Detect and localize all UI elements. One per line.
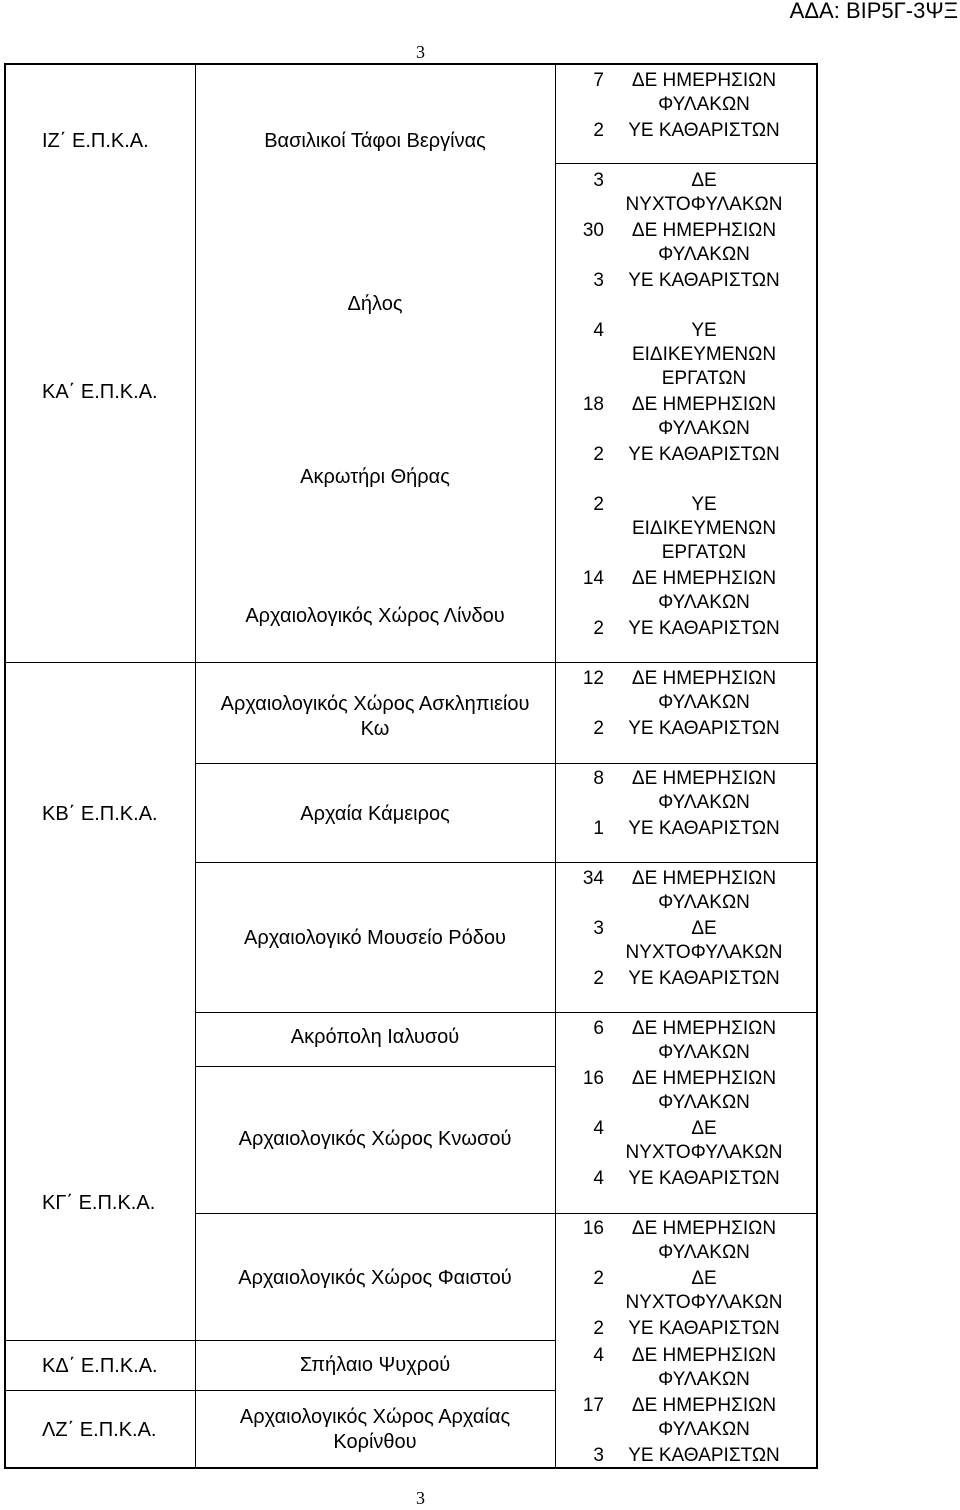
staff-count: 3: [593, 170, 604, 191]
staff-role-line: ΔΕ ΗΜΕΡΗΣΙΩΝ: [631, 1345, 777, 1366]
staff-count: 12: [582, 668, 604, 689]
staff-role-line: ΦΥΛΑΚΩΝ: [658, 792, 750, 813]
staff-role-line: ΝΥΧΤΟΦΥΛΑΚΩΝ: [625, 942, 783, 963]
staff-role-line: ΔΕ ΗΜΕΡΗΣΙΩΝ: [631, 568, 777, 589]
staff-count: 16: [582, 1068, 604, 1089]
staff-count: 4: [593, 1345, 604, 1366]
region-label: ΚΓ΄ Ε.Π.Κ.Α.: [42, 1192, 156, 1214]
row-separator: [555, 862, 818, 863]
page-number-bottom: 3: [416, 1488, 425, 1508]
site-label: Αρχαιολογικός Χώρος Αρχαίας: [239, 1406, 511, 1428]
staff-role-line: ΥΕ ΚΑΘΑΡΙΣΤΩΝ: [628, 444, 780, 465]
staff-role-line: ΦΥΛΑΚΩΝ: [658, 592, 750, 613]
staff-count: 2: [593, 618, 604, 639]
staff-role-line: ΔΕ ΗΜΕΡΗΣΙΩΝ: [631, 668, 777, 689]
staff-role-line: ΔΕ ΗΜΕΡΗΣΙΩΝ: [631, 1395, 777, 1416]
staff-count: 34: [582, 868, 604, 889]
site-label: Αρχαιολογικός Χώρος Ασκληπιείου: [220, 693, 530, 715]
row-separator: [195, 662, 555, 663]
column-separator: [195, 63, 196, 1469]
staff-count: 4: [593, 1168, 604, 1189]
site-label: Αρχαιολογικό Μουσείο Ρόδου: [244, 927, 506, 949]
staff-count: 3: [593, 918, 604, 939]
staff-role-line: ΔΕ ΗΜΕΡΗΣΙΩΝ: [631, 1068, 777, 1089]
row-separator: [195, 763, 555, 764]
staff-role-line: ΦΥΛΑΚΩΝ: [658, 94, 750, 115]
column-separator: [555, 63, 556, 1469]
staff-role-line: ΔΕ: [691, 918, 717, 939]
row-separator: [555, 662, 818, 663]
staff-role-line: ΦΥΛΑΚΩΝ: [658, 1042, 750, 1063]
row-separator: [555, 1213, 818, 1214]
staff-role-line: ΔΕ: [691, 170, 717, 191]
staff-count: 17: [582, 1395, 604, 1416]
row-separator: [195, 1213, 555, 1214]
staff-count: 2: [593, 1268, 604, 1289]
staff-role-line: ΔΕ: [691, 1268, 717, 1289]
staff-role-line: ΥΕ ΚΑΘΑΡΙΣΤΩΝ: [628, 270, 780, 291]
site-label: Αρχαιολογικός Χώρος Κνωσού: [238, 1128, 512, 1150]
staff-count: 3: [593, 270, 604, 291]
row-separator: [555, 1012, 818, 1013]
staff-role-line: ΥΕ: [691, 494, 717, 515]
row-separator: [555, 163, 818, 164]
row-separator: [4, 1390, 195, 1391]
staff-role-line: ΦΥΛΑΚΩΝ: [658, 418, 750, 439]
staff-role-line: ΔΕ ΗΜΕΡΗΣΙΩΝ: [631, 394, 777, 415]
row-separator: [195, 862, 555, 863]
staff-count: 2: [593, 120, 604, 141]
site-label: Κω: [360, 718, 390, 740]
staff-role-line: ΝΥΧΤΟΦΥΛΑΚΩΝ: [625, 1142, 783, 1163]
row-separator: [195, 1390, 555, 1391]
row-separator: [4, 662, 195, 663]
staff-count: 2: [593, 444, 604, 465]
staff-role-line: ΦΥΛΑΚΩΝ: [658, 1369, 750, 1390]
page-number-top: 3: [416, 42, 425, 62]
region-label: ΚΑ΄ Ε.Π.Κ.Α.: [42, 381, 158, 403]
site-label: Ακρόπολη Ιαλυσού: [290, 1026, 460, 1048]
region-label: ΙΖ΄ Ε.Π.Κ.Α.: [42, 130, 149, 152]
staff-role-line: ΔΕ ΗΜΕΡΗΣΙΩΝ: [631, 868, 777, 889]
staff-role-line: ΦΥΛΑΚΩΝ: [658, 892, 750, 913]
site-label: Ακρωτήρι Θήρας: [300, 466, 450, 488]
staff-role-line: ΔΕ: [691, 1118, 717, 1139]
staff-count: 8: [593, 768, 604, 789]
staff-count: 4: [593, 320, 604, 341]
staff-role-line: ΥΕ ΚΑΘΑΡΙΣΤΩΝ: [628, 120, 780, 141]
staff-role-line: ΕΙΔΙΚΕΥΜΕΝΩΝ: [631, 344, 777, 365]
staff-count: 2: [593, 494, 604, 515]
site-label: Σπήλαιο Ψυχρού: [299, 1354, 451, 1376]
staff-role-line: ΕΙΔΙΚΕΥΜΕΝΩΝ: [631, 518, 777, 539]
staff-count: 6: [593, 1018, 604, 1039]
region-label: ΛΖ΄ Ε.Π.Κ.Α.: [42, 1419, 157, 1441]
staff-role-line: ΔΕ ΗΜΕΡΗΣΙΩΝ: [631, 70, 777, 91]
staff-role-line: ΔΕ ΗΜΕΡΗΣΙΩΝ: [631, 1218, 777, 1239]
row-separator: [195, 1066, 555, 1067]
staff-role-line: ΦΥΛΑΚΩΝ: [658, 1242, 750, 1263]
site-label: Αρχαιολογικός Χώρος Φαιστού: [238, 1267, 512, 1289]
staff-count: 14: [582, 568, 604, 589]
staff-count: 7: [593, 70, 604, 91]
staff-role-line: ΥΕ ΚΑΘΑΡΙΣΤΩΝ: [628, 618, 780, 639]
staff-role-line: ΦΥΛΑΚΩΝ: [658, 692, 750, 713]
region-label: ΚΔ΄ Ε.Π.Κ.Α.: [42, 1355, 158, 1377]
staff-role-line: ΥΕ: [691, 320, 717, 341]
ada-header: ΑΔΑ: ΒΙΡ5Γ-3ΨΞ: [789, 0, 958, 23]
staff-count: 2: [593, 968, 604, 989]
staff-role-line: ΔΕ ΗΜΕΡΗΣΙΩΝ: [631, 220, 777, 241]
staff-role-line: ΕΡΓΑΤΩΝ: [661, 368, 747, 389]
staff-count: 2: [593, 1318, 604, 1339]
staff-count: 2: [593, 718, 604, 739]
staff-role-line: ΦΥΛΑΚΩΝ: [658, 1092, 750, 1113]
staff-count: 4: [593, 1118, 604, 1139]
staff-role-line: ΦΥΛΑΚΩΝ: [658, 1419, 750, 1440]
staff-count: 1: [593, 818, 604, 839]
staff-role-line: ΔΕ ΗΜΕΡΗΣΙΩΝ: [631, 1018, 777, 1039]
staff-count: 30: [582, 220, 604, 241]
staff-role-line: ΥΕ ΚΑΘΑΡΙΣΤΩΝ: [628, 968, 780, 989]
staff-role-line: ΥΕ ΚΑΘΑΡΙΣΤΩΝ: [628, 1318, 780, 1339]
row-separator: [195, 1340, 555, 1341]
row-separator: [555, 763, 818, 764]
site-label: Αρχαία Κάμειρος: [300, 803, 450, 825]
staff-role-line: ΔΕ ΗΜΕΡΗΣΙΩΝ: [631, 768, 777, 789]
staff-count: 16: [582, 1218, 604, 1239]
site-label: Κορίνθου: [333, 1431, 417, 1453]
staff-role-line: ΥΕ ΚΑΘΑΡΙΣΤΩΝ: [628, 718, 780, 739]
staff-role-line: ΦΥΛΑΚΩΝ: [658, 244, 750, 265]
staff-role-line: ΝΥΧΤΟΦΥΛΑΚΩΝ: [625, 194, 783, 215]
region-label: ΚΒ΄ Ε.Π.Κ.Α.: [42, 803, 158, 825]
staff-role-line: ΝΥΧΤΟΦΥΛΑΚΩΝ: [625, 1292, 783, 1313]
row-separator: [4, 1340, 195, 1341]
staff-role-line: ΕΡΓΑΤΩΝ: [661, 542, 747, 563]
staff-role-line: ΥΕ ΚΑΘΑΡΙΣΤΩΝ: [628, 1445, 780, 1466]
row-separator: [195, 1012, 555, 1013]
staff-role-line: ΥΕ ΚΑΘΑΡΙΣΤΩΝ: [628, 818, 780, 839]
staff-role-line: ΥΕ ΚΑΘΑΡΙΣΤΩΝ: [628, 1168, 780, 1189]
site-label: Βασιλικοί Τάφοι Βεργίνας: [264, 130, 486, 152]
site-label: Αρχαιολογικός Χώρος Λίνδου: [245, 605, 505, 627]
staff-count: 3: [593, 1445, 604, 1466]
staff-count: 18: [582, 394, 604, 415]
site-label: Δήλος: [347, 293, 403, 315]
